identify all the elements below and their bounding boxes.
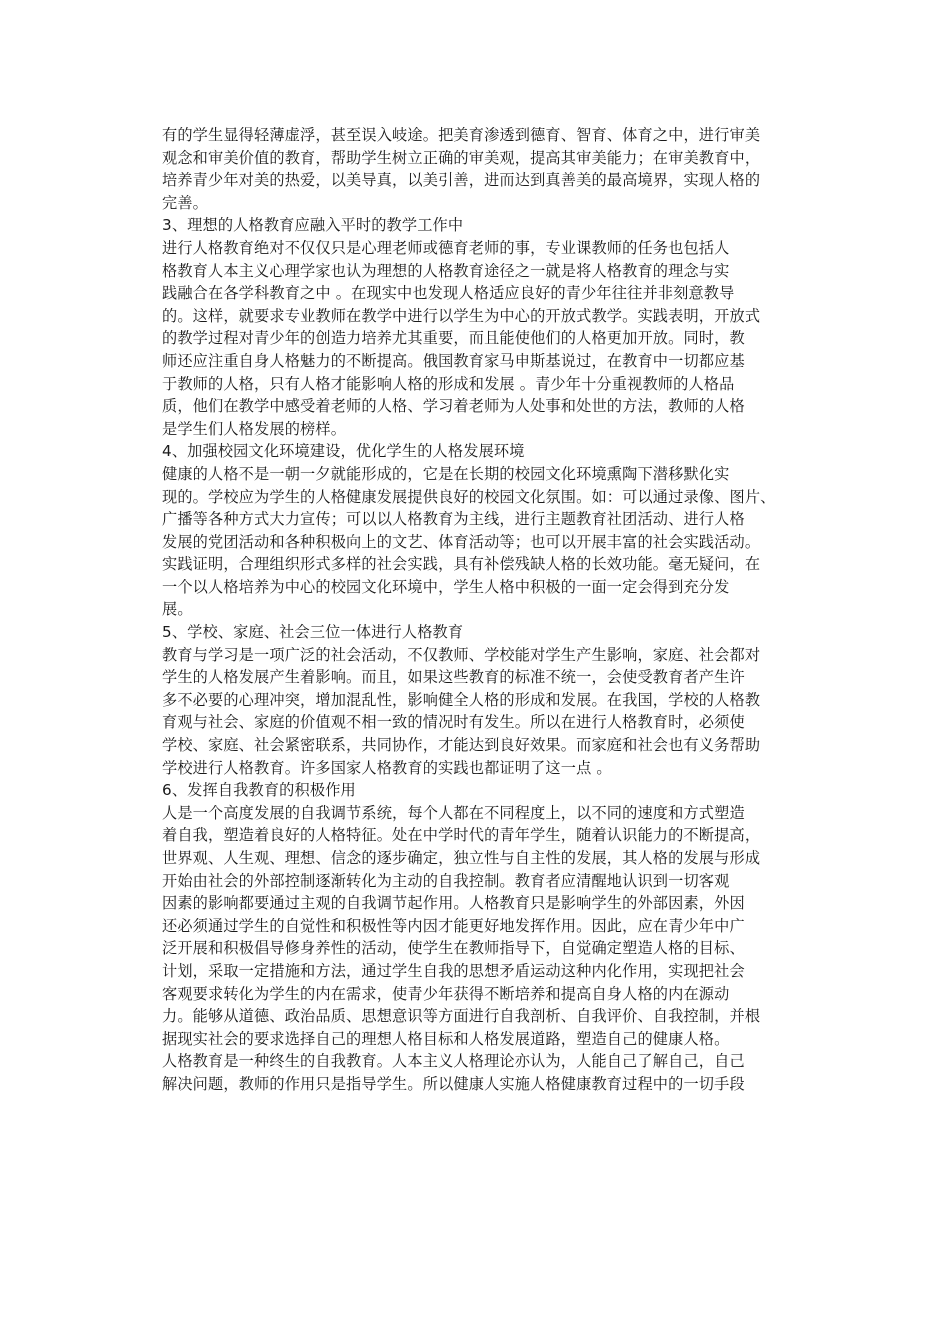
text-line: 进行人格教育绝对不仅仅只是心理老师或德育老师的事，专业课教师的任务也包括人	[162, 238, 730, 257]
text-line: 践融合在各学科教育之中 。在现实中也发现人格适应良好的青少年往往并非刻意教导	[162, 284, 735, 303]
text-line: 因素的影响都要通过主观的自我调节起作用。人格教育只是影响学生的外部因素，外因	[162, 894, 745, 913]
section-heading-3: 3、理想的人格教育应融入平时的教学工作中	[162, 216, 464, 235]
text-line: 的教学过程对青少年的创造力培养尤其重要，而且能使他们的人格更加开放。同时，教	[162, 329, 745, 348]
text-line: 的。这样，就要求专业教师在教学中进行以学生为中心的开放式教学。实践表明，开放式	[162, 306, 761, 325]
section-heading-4: 4、加强校园文化环境建设，优化学生的人格发展环境	[162, 442, 525, 461]
text-line: 教育与学习是一项广泛的社会活动，不仅教师、学校能对学生产生影响，家庭、社会都对	[162, 645, 761, 664]
text-line: 广播等各种方式大力宣传；可以以人格教育为主线，进行主题教育社团活动、进行人格	[162, 510, 745, 529]
text-line: 世界观、人生观、理想、信念的逐步确定，独立性与自主性的发展，其人格的发展与形成	[162, 849, 761, 867]
text-line: 学校、家庭、社会紧密联系，共同协作，才能达到良好效果。而家庭和社会也有义务帮助	[162, 736, 761, 755]
text-line: 发展的党团活动和各种积极向上的文艺、体育活动等；也可以开展丰富的社会实践活动。	[162, 532, 761, 551]
text-line: 实践证明，合理组织形式多样的社会实践，具有补偿残缺人格的长效功能。毫无疑问，在	[162, 555, 761, 574]
section-heading-6: 6、发挥自我教育的积极作用	[162, 781, 356, 800]
text-line: 人格教育是一种终生的自我教育。人本主义人格理论亦认为，人能自己了解自己，自己	[162, 1052, 745, 1071]
text-line: 人是一个高度发展的自我调节系统，每个人都在不同程度上，以不同的速度和方式塑造	[162, 803, 745, 822]
text-line: 展。	[162, 600, 193, 619]
section-heading-5: 5、学校、家庭、社会三位一体进行人格教育	[162, 623, 464, 642]
text-line: 学校进行人格教育。许多国家人格教育的实践也都证明了这一点 。	[162, 758, 612, 777]
text-line: 健康的人格不是一朝一夕就能形成的，它是在长期的校园文化环境熏陶下潜移默化实	[162, 464, 730, 483]
text-line: 解决问题，教师的作用只是指导学生。所以健康人实施人格健康教育过程中的一切手段	[162, 1074, 745, 1093]
text-line: 于教师的人格，只有人格才能影响人格的形成和发展 。青少年十分重视教师的人格品	[162, 374, 735, 393]
text-line: 现的。学校应为学生的人格健康发展提供良好的校园文化氛围。如：可以通过录像、图片、	[162, 487, 776, 506]
text-line: 育观与社会、家庭的价值观不相一致的情况时有发生。所以在进行人格教育时，必须使	[162, 713, 745, 732]
text-line: 一个以人格培养为中心的校园文化环境中，学生人格中积极的一面一定会得到充分发	[162, 577, 730, 596]
text-line: 泛开展和积极倡导修身养性的活动，使学生在教师指导下，自觉确定塑造人格的目标、	[162, 939, 745, 958]
text-line: 开始由社会的外部控制逐渐转化为主动的自我控制。教育者应清醒地认识到一切客观	[162, 871, 730, 890]
text-line: 还必须通过学生的自觉性和积极性等内因才能更好地发挥作用。因此，应在青少年中广	[162, 916, 745, 935]
text-line: 据现实社会的要求选择自己的理想人格目标和人格发展道路，塑造自己的健康人格。	[162, 1029, 730, 1048]
text-line: 有的学生显得轻薄虚浮，甚至误入岐途。把美育渗透到德育、智育、体育之中，进行审美	[162, 126, 761, 144]
text-line: 格教育人本主义心理学家也认为理想的人格教育途径之一就是将人格教育的理念与实	[162, 261, 730, 280]
text-line: 师还应注重自身人格魅力的不断提高。俄国教育家马申斯基说过，在教育中一切都应基	[162, 351, 745, 370]
document-body	[162, 124, 794, 1096]
text-line: 是学生们人格发展的榜样。	[162, 419, 347, 438]
text-line: 客观要求转化为学生的内在需求，使青少年获得不断培养和提高自身人格的内在源动	[162, 984, 730, 1003]
text-line: 培养青少年对美的热爱，以美导真，以美引善，进而达到真善美的最高境界，实现人格的	[162, 171, 761, 190]
text-line: 力。能够从道德、政治品质、思想意识等方面进行自我剖析、自我评价、自我控制，并根	[162, 1007, 761, 1026]
text-line: 完善。	[162, 193, 209, 212]
text-line: 多不必要的心理冲突，增加混乱性，影响健全人格的形成和发展。在我国，学校的人格教	[162, 690, 761, 709]
text-line: 学生的人格发展产生着影响。而且，如果这些教育的标准不统一，会使受教育者产生许	[162, 668, 745, 687]
text-line: 着自我，塑造着良好的人格特征。处在中学时代的青年学生，随着认识能力的不断提高，	[162, 826, 761, 845]
text-line: 质，他们在教学中感受着老师的人格、学习着老师为人处事和处世的方法，教师的人格	[162, 397, 745, 416]
text-line: 观念和审美价值的教育，帮助学生树立正确的审美观，提高其审美能力；在审美教育中，	[162, 148, 761, 167]
text-line: 计划，采取一定措施和方法，通过学生自我的思想矛盾运动这种内化作用，实现把社会	[162, 961, 745, 980]
